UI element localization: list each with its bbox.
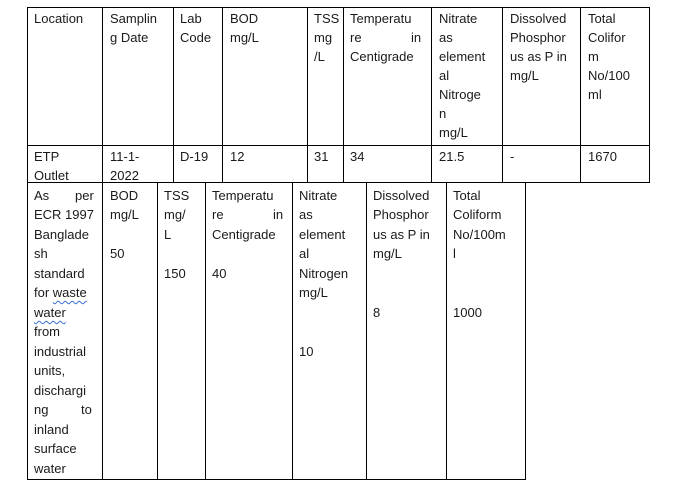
- cell-temperature: 34: [350, 149, 365, 164]
- standard-label: As: [34, 188, 50, 203]
- header-sampling-date: Samplin: [110, 11, 157, 26]
- std-header-dissolved-phosphorus: Phosphor: [373, 207, 429, 222]
- col-divider: [173, 7, 174, 183]
- header-total-coliform: Total: [588, 11, 616, 26]
- header-dissolved-phosphorus: us as P in: [510, 49, 567, 64]
- standard-label: surface: [34, 441, 77, 456]
- header-dissolved-phosphorus: Phosphor: [510, 30, 566, 45]
- std-value-temperature: 40: [212, 266, 227, 281]
- col-divider: [431, 7, 432, 183]
- col-divider: [446, 182, 447, 480]
- header-dissolved-phosphorus: mg/L: [510, 68, 539, 83]
- header-sampling-date: g Date: [110, 30, 149, 45]
- cell-sampling-date: 2022: [110, 168, 139, 183]
- col-divider: [502, 7, 503, 183]
- std-header-nitrate: as: [299, 207, 313, 222]
- std-header-bod: mg/L: [110, 207, 139, 222]
- col-divider: [102, 7, 103, 183]
- standard-label-waste: waste: [52, 285, 87, 300]
- standard-label: dischargi: [34, 383, 87, 398]
- header-bod: BOD: [230, 11, 259, 26]
- header-nitrate: al: [439, 68, 450, 83]
- standard-label: ng: [34, 402, 49, 417]
- std-header-total-coliform: Total: [453, 188, 481, 203]
- std-value-total-coliform: 1000: [453, 305, 482, 320]
- std-header-tss: TSS: [164, 188, 190, 203]
- std-header-total-coliform: Coliform: [453, 207, 502, 222]
- header-lab-code: Code: [180, 30, 212, 45]
- col-divider: [292, 182, 293, 480]
- standard-label: sh: [34, 246, 48, 261]
- col-divider: [222, 7, 223, 183]
- col-divider: [102, 182, 103, 480]
- standard-label: [34, 283, 87, 303]
- cell-tss: 31: [314, 149, 329, 164]
- std-header-nitrate: element: [299, 227, 346, 242]
- standard-label: industrial: [34, 344, 87, 359]
- header-temperature: Temperatu: [350, 11, 412, 26]
- cell-total-coliform: 1670: [588, 149, 617, 164]
- standard-label-water: water: [34, 305, 66, 320]
- header-tss: TSS: [314, 11, 340, 26]
- std-header-nitrate: mg/L: [299, 285, 328, 300]
- cell-nitrate: 21.5: [439, 149, 465, 164]
- standard-label: water: [34, 461, 66, 476]
- header-tss: mg: [314, 30, 333, 45]
- std-header-temperature: in: [273, 207, 284, 222]
- header-total-coliform: m: [588, 49, 599, 64]
- standard-label: ECR 1997: [34, 207, 94, 222]
- std-header-nitrate: Nitrogen: [299, 266, 349, 281]
- std-header-tss: mg/: [164, 207, 186, 222]
- header-temperature: in: [411, 30, 422, 45]
- header-dissolved-phosphorus: Dissolved: [510, 11, 567, 26]
- header-temperature: re: [350, 30, 362, 45]
- header-tss: /L: [314, 49, 325, 64]
- col-divider: [366, 182, 367, 480]
- std-header-dissolved-phosphorus: Dissolved: [373, 188, 430, 203]
- std-value-bod: 50: [110, 246, 125, 261]
- col-divider: [343, 7, 344, 183]
- standard-label: Banglade: [34, 227, 89, 242]
- header-nitrate: n: [439, 106, 447, 121]
- standard-label: to: [81, 402, 92, 417]
- std-header-temperature: Temperatu: [212, 188, 274, 203]
- col-divider: [307, 7, 308, 183]
- col-divider: [157, 182, 158, 480]
- standard-label: from: [34, 324, 60, 339]
- header-total-coliform: Colifor: [588, 30, 626, 45]
- header-total-coliform: ml: [588, 87, 602, 102]
- col-divider: [205, 182, 206, 480]
- cell-location: ETP: [34, 149, 60, 164]
- standard-label-for: for: [34, 285, 53, 300]
- cell-location: Outlet: [34, 168, 69, 183]
- std-header-dissolved-phosphorus: mg/L: [373, 246, 402, 261]
- header-nitrate: Nitrate: [439, 11, 478, 26]
- std-header-total-coliform: No/100m: [453, 227, 506, 242]
- header-lab-code: Lab: [180, 11, 202, 26]
- col-divider: [580, 7, 581, 183]
- std-header-temperature: Centigrade: [212, 227, 276, 242]
- std-value-tss: 150: [164, 266, 186, 281]
- standard-label: per: [75, 188, 94, 203]
- header-bod: mg/L: [230, 30, 259, 45]
- header-nitrate: mg/L: [439, 125, 468, 140]
- header-nitrate: element: [439, 49, 486, 64]
- std-header-bod: BOD: [110, 188, 139, 203]
- standard-label: units,: [34, 363, 66, 378]
- header-total-coliform: No/100: [588, 68, 630, 83]
- std-header-nitrate: Nitrate: [299, 188, 338, 203]
- std-value-nitrate: 10: [299, 344, 314, 359]
- standard-label: standard: [34, 266, 85, 281]
- std-header-nitrate: al: [299, 246, 310, 261]
- cell-lab-code: D-19: [180, 149, 209, 164]
- results-table-header-divider: [27, 145, 650, 146]
- std-header-tss: L: [164, 227, 172, 242]
- header-temperature: Centigrade: [350, 49, 414, 64]
- standard-label: inland: [34, 422, 69, 437]
- cell-sampling-date: 11-1-: [110, 149, 140, 164]
- header-nitrate: Nitroge: [439, 87, 481, 102]
- std-header-dissolved-phosphorus: us as P in: [373, 227, 430, 242]
- cell-bod: 12: [230, 149, 245, 164]
- std-header-temperature: re: [212, 207, 224, 222]
- cell-dissolved-phosphorus: -: [510, 149, 515, 164]
- std-header-total-coliform: l: [453, 246, 456, 261]
- header-location: Location: [34, 11, 84, 26]
- header-nitrate: as: [439, 30, 453, 45]
- std-value-dissolved-phosphorus: 8: [373, 305, 381, 320]
